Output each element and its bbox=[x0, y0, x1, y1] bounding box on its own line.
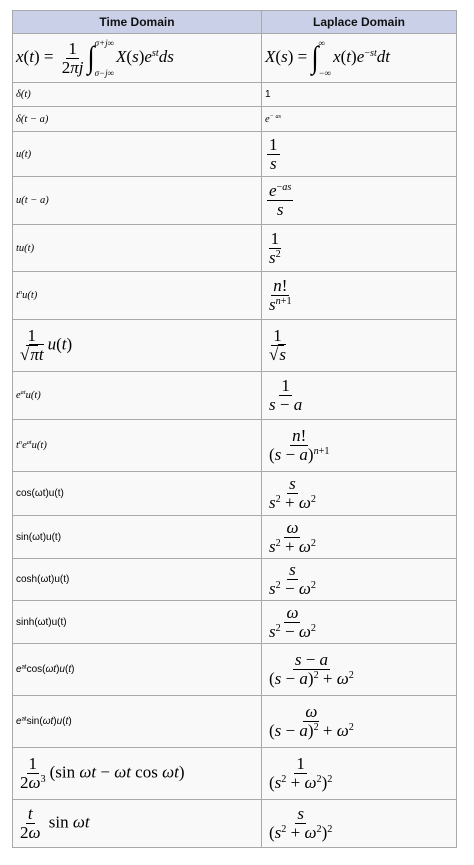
table-row bbox=[13, 132, 457, 177]
time-cell: $e^{at}u(t)$ bbox=[13, 372, 262, 420]
time-cell: u(t − a) bbox=[13, 177, 262, 225]
laplace-cell-definition: X(s) = ∫ ∞ −∞ $x(t)e^{-st}dt$ bbox=[262, 34, 457, 83]
laplace-cell: $\frac{s}{(s^2 + \omega^2)^2}$ bbox=[262, 800, 457, 848]
time-cell: $t^ne^{at}u(t)$ bbox=[13, 420, 262, 472]
laplace-cell: $\frac{s}{s^2 + \omega^2}$ bbox=[262, 472, 457, 516]
table-row bbox=[13, 748, 457, 800]
time-cell: sin(ωt)u(t) bbox=[13, 516, 262, 559]
laplace-cell: $\frac{n!}{(s - a)^{n+1}}$ bbox=[262, 420, 457, 472]
table-row bbox=[13, 34, 457, 83]
laplace-transform-table bbox=[12, 10, 457, 848]
table-row bbox=[13, 472, 457, 516]
table-row bbox=[13, 696, 457, 748]
header-laplace-domain: Laplace Domain bbox=[262, 11, 457, 34]
laplace-cell: $\frac{e^{-as}}{s}$ bbox=[262, 177, 457, 225]
laplace-cell: $\frac{1}{(s^2 + \omega^2)^2}$ bbox=[262, 748, 457, 800]
time-cell: $\frac{t}{2\omega}$ sin ωt bbox=[13, 800, 262, 848]
time-cell: δ(t − a) bbox=[13, 107, 262, 132]
time-cell: sinh(ωt)u(t) bbox=[13, 601, 262, 644]
table-row bbox=[13, 177, 457, 225]
laplace-cell: $\frac{\omega}{s^2 + \omega^2}$ bbox=[262, 516, 457, 559]
table-row bbox=[13, 516, 457, 559]
laplace-cell: $\frac{s}{s^2 - \omega^2}$ bbox=[262, 559, 457, 601]
time-cell: u(t) bbox=[13, 132, 262, 177]
table-row bbox=[13, 644, 457, 696]
header-row bbox=[13, 11, 457, 34]
laplace-cell: $\frac{1}{√s}$ bbox=[262, 320, 457, 372]
laplace-cell: $\frac{\omega}{(s - a)^2 + \omega^2}$ bbox=[262, 696, 457, 748]
table-row bbox=[13, 225, 457, 272]
time-cell: $\frac{1}{√\pi t}$ u(t) bbox=[13, 320, 262, 372]
time-cell: cosh(ωt)u(t) bbox=[13, 559, 262, 601]
table-row bbox=[13, 559, 457, 601]
laplace-cell: $\frac{1}{s - a}$ bbox=[262, 372, 457, 420]
table-row bbox=[13, 272, 457, 320]
header-time-domain: Time Domain bbox=[13, 11, 262, 34]
laplace-cell: $\frac{n!}{s^{n+1}}$ bbox=[262, 272, 457, 320]
table-row bbox=[13, 83, 457, 107]
table-row bbox=[13, 800, 457, 848]
laplace-cell: $e^{- as}$ bbox=[262, 107, 457, 132]
laplace-cell: $\frac{s - a}{(s - a)^2 + \omega^2}$ bbox=[262, 644, 457, 696]
table-row bbox=[13, 320, 457, 372]
laplace-cell: 1 bbox=[262, 83, 457, 107]
laplace-cell: $\frac{1}{s^2}$ bbox=[262, 225, 457, 272]
time-cell: $e^{at}\cos(\omega t)u(t)$ bbox=[13, 644, 262, 696]
time-cell: δ(t) bbox=[13, 83, 262, 107]
time-cell: $\frac{1}{2\omega^3}$ (sin ωt − ωt cos ωt) bbox=[13, 748, 262, 800]
laplace-cell: $\frac{\omega}{s^2 - \omega^2}$ bbox=[262, 601, 457, 644]
time-cell: cos(ωt)u(t) bbox=[13, 472, 262, 516]
table-row bbox=[13, 107, 457, 132]
time-cell: $t^nu(t)$ bbox=[13, 272, 262, 320]
table-row bbox=[13, 420, 457, 472]
time-cell: tu(t) bbox=[13, 225, 262, 272]
laplace-cell: $\frac{1}{s}$ bbox=[262, 132, 457, 177]
table-row bbox=[13, 601, 457, 644]
table-row bbox=[13, 372, 457, 420]
time-cell: $e^{at}\sin(\omega t)u(t)$ bbox=[13, 696, 262, 748]
time-cell-definition: x(t) = $\frac{1}{2\pi j}$ ∫ σ+j∞ σ−j∞ $X(s)e^{st}ds$ bbox=[13, 34, 262, 83]
